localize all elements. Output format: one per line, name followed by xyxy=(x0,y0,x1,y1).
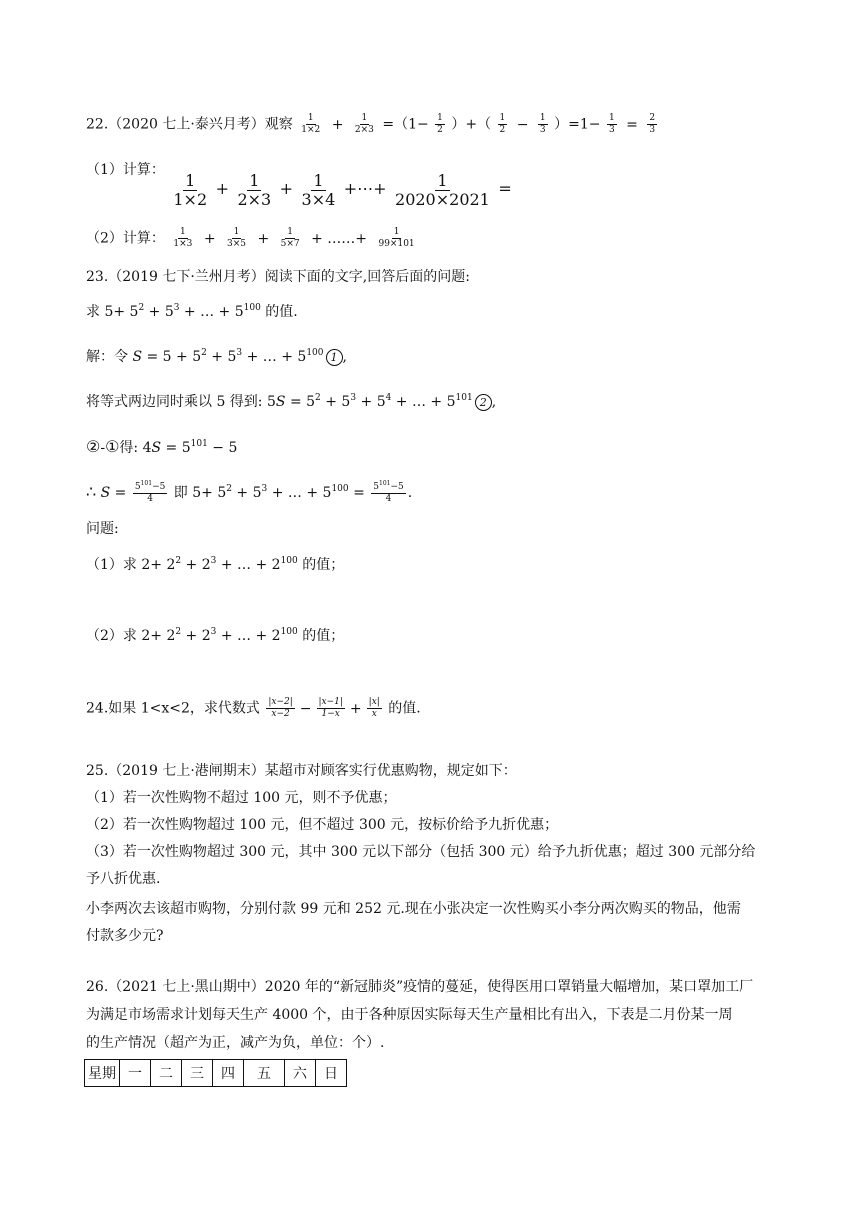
q25-line: （3）若一次性购物超过 300 元，其中 300 元以下部分（包括 300 元）给予九折优惠；超过 300 元部分给 xyxy=(86,844,756,860)
fraction: $\frac{1}{1\times 2}$ xyxy=(301,113,321,135)
fraction: $\frac{1}{2020\times 2021}$ xyxy=(395,170,490,209)
fraction: $\frac{1}{3\times 4}$ xyxy=(301,170,336,209)
q23-therefore: ∴ S = $\frac{5^{101}-5}{4}$ 即 $5+ 5^2 + 5^3$ + … + $5^{100}$ = $\frac{5^{101}-5}{4}$ . xyxy=(86,479,413,504)
fraction: $\frac{5^{101}-5}{4}$ xyxy=(134,479,166,504)
q25-line: 予八折优惠. xyxy=(86,871,161,887)
fraction: $\frac{1}{1\times 3}$ xyxy=(173,227,193,249)
fraction: $\frac{1}{3}$ xyxy=(539,113,546,135)
q22-part1: （1）计算： $\frac{1}{1\times 2}$ + $\frac{1}{2\times 3}$ + $\frac{1}{3\times 4}$ +⋯+ $\frac{1}{2020\times 2021}$ = xyxy=(86,162,512,209)
table-cell: 日 xyxy=(316,1060,347,1087)
q26-line: 的生产情况（超产为正，减产为负，单位：个）. xyxy=(86,1035,385,1051)
table-cell: 五 xyxy=(244,1060,285,1087)
q25-line: 付款多少元? xyxy=(86,928,164,944)
q22-header-line: 22.（2020 七上·泰兴月考）观察 $\frac{1}{1\times 2}$ + $\frac{1}{2\times 3}$ =（1− $\frac{1}{2}$ ）+（ $\frac{1}{2}$ − $\frac{1}{3}$ ）=1− $\frac{1}{3}$ = $\frac{2}{3}$ xyxy=(86,113,656,135)
fraction: $\frac{1}{3}$ xyxy=(608,113,615,135)
table-cell: 六 xyxy=(285,1060,316,1087)
fraction: $\frac{5^{101}-5}{4}$ xyxy=(373,479,404,504)
math-expression: $5+ 5^2 + 5^3$ + … + $5^{100}$ = xyxy=(192,484,370,501)
table-cell: 一 xyxy=(120,1060,151,1087)
fraction: $\frac{1}{2\times 3}$ xyxy=(354,113,374,135)
q23-problem-label: 问题: xyxy=(86,521,119,537)
fraction: $\frac{1}{2\times 3}$ xyxy=(237,170,272,209)
fraction: $\frac{1}{99\times 101}$ xyxy=(378,227,415,249)
q23-header: 23.（2019 七下·兰州月考）阅读下面的文字,回答后面的问题: xyxy=(86,269,470,285)
table-cell: 三 xyxy=(182,1060,213,1087)
circled-number-1: 1 xyxy=(326,349,343,366)
fraction: $\frac{2}{3}$ xyxy=(649,113,656,135)
q23-solution: 解：令 $S = 5 + 5^2 + 5^3$ + … + $5^{100}$ 1 , xyxy=(86,348,347,365)
fraction: $\frac{1}{1\times 2}$ xyxy=(173,170,208,209)
q25-line: （1）若一次性购物不超过 100 元，则不予优惠； xyxy=(86,790,397,806)
math-expression: $S = 5 + 5^2 + 5^3$ + … + $5^{100}$ xyxy=(132,348,324,365)
fraction: $\frac{|x-2|}{x-2}$ xyxy=(268,697,293,719)
q25-line: （2）若一次性购物超过 100 元，但不超过 300 元，按标价给予九折优惠； xyxy=(86,817,559,833)
fraction: $\frac{1}{5\times 7}$ xyxy=(280,227,300,249)
production-table xyxy=(84,1059,347,1087)
q23-problem-1: （1）求 $2+ 2^2 + 2^3$ + … + $2^{100}$ 的值； xyxy=(86,556,345,573)
fraction: $\frac{|x|}{x}$ xyxy=(368,697,380,719)
q22-header: 22.（2020 七上·泰兴月考）观察 xyxy=(86,116,293,133)
math-expression: $2+ 2^2 + 2^3$ + … + $2^{100}$ xyxy=(141,627,298,644)
q23-problem-2: （2）求 $2+ 2^2 + 2^3$ + … + $2^{100}$ 的值； xyxy=(86,627,345,644)
q25-line: 25.（2019 七上·港闸期末）某超市对顾客实行优惠购物，规定如下： xyxy=(86,763,517,779)
table-cell: 四 xyxy=(213,1060,244,1087)
math-expression: $2+ 2^2 + 2^3$ + … + $2^{100}$ xyxy=(141,556,298,573)
q25-line: 小李两次去该超市购物，分别付款 99 元和 252 元.现在小张决定一次性购买小李分两次购买的物品，他需 xyxy=(86,901,741,917)
q26-line: 为满足市场需求计划每天生产 4000 个，由于各种原因实际每天生产量相比有出入，下表是二月份某一周 xyxy=(86,1007,733,1023)
math-expression: $4S = 5^{101} - 5$ xyxy=(142,439,238,456)
fraction: $\frac{1}{3\times 5}$ xyxy=(227,227,247,249)
q26-line: 26.（2021 七上·黑山期中）2020 年的“新冠肺炎”疫情的蔓延，使得医用口罩销量大幅增加，某口罩加工厂 xyxy=(86,979,754,995)
q23-multiply: 将等式两边同时乘以 5 得到: $5S = 5^2 + 5^3 + 5^4$ + … + $5^{101}$ 2 , xyxy=(86,393,497,410)
table-row xyxy=(85,1060,347,1087)
q24-question: 24.如果 1<x<2，求代数式 $\frac{|x-2|}{x-2}$ − $\frac{|x-1|}{1-x}$ + $\frac{|x|}{x}$ 的值. xyxy=(86,697,421,719)
q23-subtract: ②-①得: $4S = 5^{101} - 5$ xyxy=(86,437,238,456)
table-cell: 星期 xyxy=(85,1060,120,1087)
table-cell: 二 xyxy=(151,1060,182,1087)
circled-number-2: 2 xyxy=(475,394,492,411)
fraction: $\frac{1}{2}$ xyxy=(437,113,443,135)
math-expression: $5+ 5^2 + 5^3$ + … + $5^{100}$ xyxy=(104,303,261,320)
fraction: $\frac{|x-1|}{1-x}$ xyxy=(318,697,343,719)
q23-ask: 求 $5+ 5^2 + 5^3$ + … + $5^{100}$ 的值. xyxy=(86,303,298,320)
q22-part2: （2）计算： $\frac{1}{1\times 3}$ + $\frac{1}{3\times 5}$ + $\frac{1}{5\times 7}$ + ……+ $\frac{1}{99\times 101}$ xyxy=(86,227,415,249)
math-expression: $5S = 5^2 + 5^3 + 5^4$ + … + $5^{101}$ xyxy=(266,393,473,410)
fraction: $\frac{1}{2}$ xyxy=(499,113,506,135)
